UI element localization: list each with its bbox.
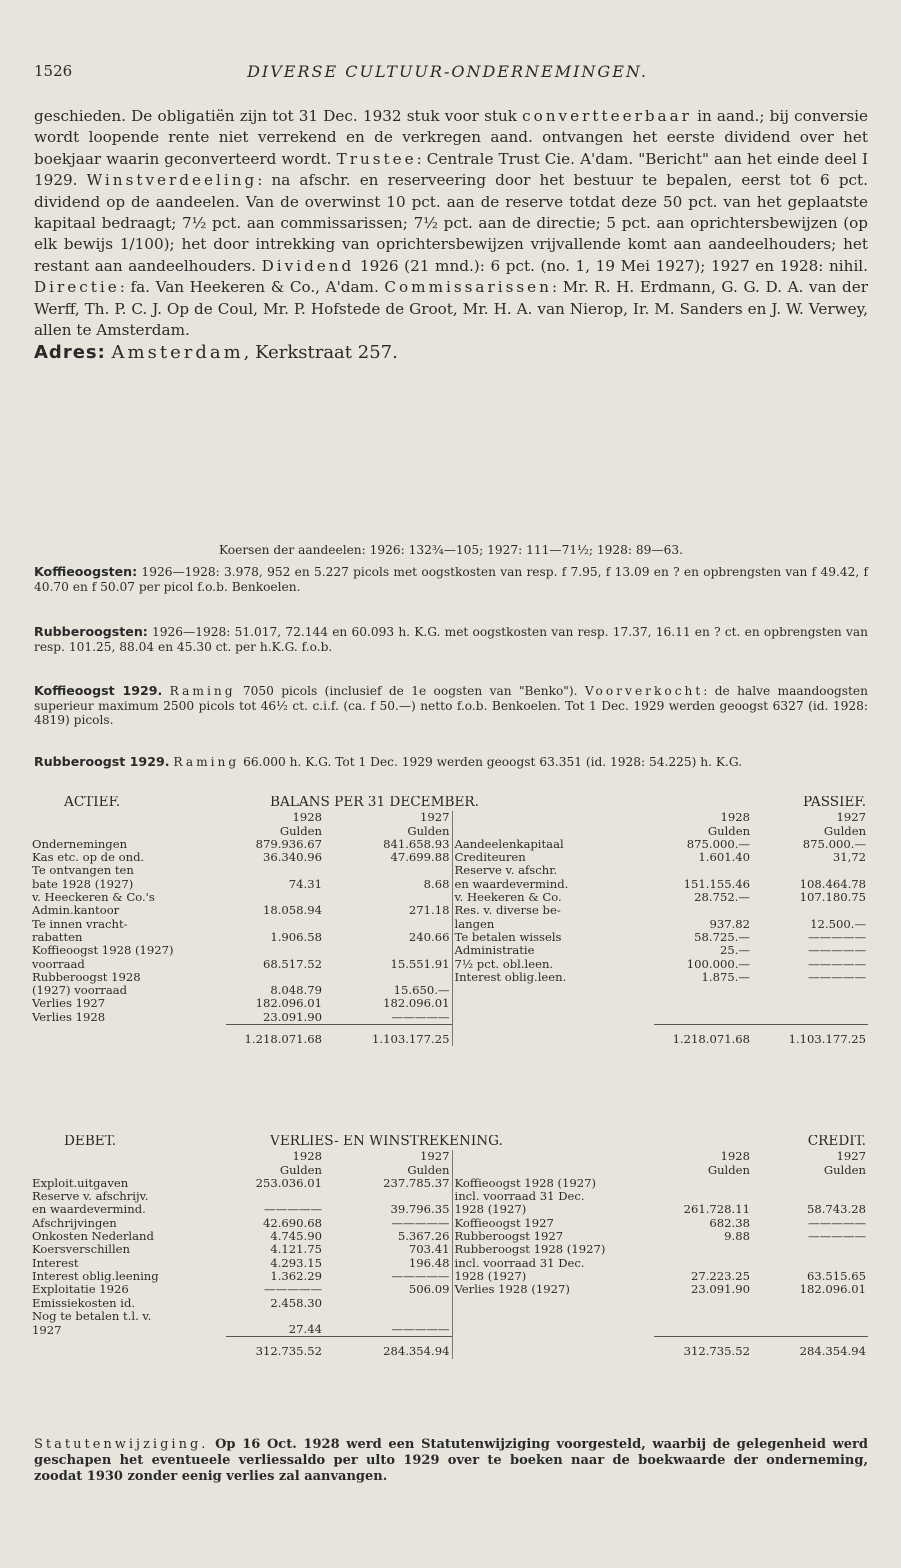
amount-cell: 47.699.88 <box>390 851 450 865</box>
row-label: Exploit.uitgaven <box>32 1176 129 1190</box>
table-row <box>30 904 868 917</box>
table-row <box>30 838 868 851</box>
row-label: bate 1928 (1927) <box>32 877 134 891</box>
row-label: Reserve v. afschrijv. <box>32 1190 149 1204</box>
row-label <box>452 1297 654 1310</box>
amount-cell: 182.096.01 <box>255 997 322 1011</box>
amount-cell: ————— <box>808 1230 866 1244</box>
koffieoogsten-text: 1926—1928: 3.978, 952 en 5.227 picols met oogstkosten van resp. f 7.95, f 13.09 en ? en opbrengsten van f 49.42, f 40.70 en f 50.07 per picol f.o.b. Benkoelen. <box>34 565 868 594</box>
table-row <box>30 1217 868 1230</box>
amount-cell <box>654 1257 752 1270</box>
amount-cell: 8.048.79 <box>270 984 322 998</box>
amount-cell <box>654 997 752 1010</box>
unit-header: Gulden <box>707 824 751 838</box>
amount-cell: 58.743.28 <box>806 1203 866 1217</box>
raming-label: Raming <box>173 755 240 769</box>
row-label: Verlies 1928 (1927) <box>452 1283 654 1296</box>
amount-cell <box>752 1297 868 1310</box>
amount-cell: 196.48 <box>408 1256 450 1270</box>
table-row <box>30 1177 868 1190</box>
amount-cell: 63.515.65 <box>806 1269 866 1283</box>
balans-title: BALANS PER 31 DECEMBER. <box>270 796 479 810</box>
statutenwijziging-text: Op 16 Oct. 1928 werd een Statutenwijziging voorgesteld, waarbij de gelegenheid werd geschapen het eventueele verliessaldo per ulto 1929 over te boeken naar de boekwaarde der onderneming, zoodat 1930 zonder eenig verlies zal aanvangen. <box>34 1437 868 1485</box>
row-label: Nog te betalen t.l. v. <box>32 1309 152 1323</box>
amount-cell: 27.223.25 <box>690 1269 750 1283</box>
table-row <box>30 1011 868 1025</box>
amount-cell: ————— <box>264 1203 322 1217</box>
amount-cell <box>324 1297 452 1310</box>
statutenwijziging-label: Statutenwijziging. <box>34 1437 209 1452</box>
amount-cell: 28.752.— <box>694 891 751 905</box>
row-label: Rubberoogst 1927 <box>452 1230 654 1243</box>
amount-cell: 18.058.94 <box>262 904 322 918</box>
amount-cell: 15.650.— <box>393 984 450 998</box>
amount-cell: 4.293.15 <box>270 1256 322 1270</box>
rubberoogsten-label: Rubberoogsten: <box>34 624 148 639</box>
amount-cell: 27.44 <box>288 1323 322 1337</box>
unit-header: Gulden <box>407 824 450 838</box>
row-label: Interest <box>32 1256 79 1270</box>
amount-cell: 100.000.— <box>686 957 751 971</box>
running-title: DIVERSE CULTUUR-ONDERNEMINGEN. <box>247 62 648 81</box>
row-label: Verlies 1927 <box>32 997 106 1011</box>
amount-cell: 182.096.01 <box>383 997 450 1011</box>
address-line <box>34 341 868 365</box>
table-row <box>30 1310 868 1323</box>
row-label: 7½ pct. obl.leen. <box>452 958 654 971</box>
table-row <box>30 971 868 984</box>
table-row <box>30 1203 868 1216</box>
row-label: Afschrijvingen <box>32 1216 117 1230</box>
row-label: 1928 (1927) <box>452 1270 654 1283</box>
koersen-line: Koersen der aandeelen: 1926: 132¾—105; 1927: 111—71½; 1928: 89—63. <box>219 543 683 557</box>
body-text: : Mr. R. H. Erdmann, G. G. D. A. van der Werff, Th. P. C. J. Op de Coul, Mr. P. Hofstede de Groot, Mr. H. A. van Nierop, Ir. M. Sanders en J. W. Verwey, allen te Amsterdam. <box>34 278 868 340</box>
koffieoogst-1929-text: 7050 picols (inclusief de 1e oogsten van "Benko"). <box>235 684 585 698</box>
amount-cell: 68.517.52 <box>262 957 322 971</box>
amount-cell: 240.66 <box>408 930 450 944</box>
row-label <box>452 984 654 997</box>
page-number: 1526 <box>34 62 73 80</box>
amount-cell: 36.340.96 <box>262 851 322 865</box>
amount-cell <box>226 918 324 931</box>
total-cell: 284.354.94 <box>324 1337 452 1359</box>
amount-cell: 875.000.— <box>802 837 867 851</box>
amount-cell: 4.121.75 <box>270 1243 322 1257</box>
year-header: 1928 <box>720 1150 750 1164</box>
row-label: v. Heeckeren & Co.'s <box>32 891 155 905</box>
amount-cell: 875.000.— <box>686 837 751 851</box>
row-label: en waardevermind. <box>452 878 654 891</box>
koffieoogst-1929-paragraph <box>34 684 868 728</box>
dividend-label: Dividend <box>261 256 355 275</box>
rubberoogst-1929-paragraph <box>34 755 868 770</box>
unit-header: Gulden <box>279 824 322 838</box>
koffieoogst-1929-text-2: : de halve maandoogsten superieur maximum 2500 picols tot 46½ ct. c.i.f. (ca. f 50.—) netto f.o.b. Benkoelen. Tot 1 Dec. 1929 werden geoogst 6327 (id. 1928: 4819) picols. <box>34 684 868 728</box>
amount-cell: 25.— <box>719 944 751 958</box>
commissarissen-label: Commissarissen <box>384 278 552 297</box>
row-label: Verlies 1928 <box>32 1010 106 1025</box>
voorverkocht-label: Voorverkocht <box>584 684 704 698</box>
row-label: Onkosten Nederland <box>32 1230 154 1244</box>
amount-cell: 703.41 <box>408 1243 450 1257</box>
row-label <box>452 997 654 1010</box>
row-label: Te innen vracht- <box>32 917 128 931</box>
adres-city: Amsterdam <box>111 342 244 364</box>
total-cell: 1.218.071.68 <box>654 1025 752 1047</box>
amount-cell: 1.906.58 <box>270 930 322 944</box>
amount-cell: 1.362.29 <box>270 1269 322 1283</box>
table-row <box>30 1270 868 1283</box>
body-text: 1926 (21 mnd.): 6 pct. (no. 1, 19 Mei 1927); 1927 en 1928: nihil. <box>354 256 868 275</box>
koffieoogsten-paragraph <box>34 565 868 594</box>
body-text: : fa. Van Heekeren & Co., A'dam. <box>119 278 385 297</box>
amount-cell: 74.31 <box>288 877 322 891</box>
amount-cell: 841.658.93 <box>383 837 450 851</box>
total-cell: 1.103.177.25 <box>324 1025 452 1047</box>
amount-cell: 12.500.— <box>810 917 867 931</box>
amount-cell: 39.796.35 <box>390 1203 450 1217</box>
table-row <box>30 878 868 891</box>
profit-loss-table <box>30 1135 868 1359</box>
amount-cell: ————— <box>808 944 867 958</box>
amount-cell <box>324 891 452 904</box>
year-header: 1928 <box>292 811 322 825</box>
amount-cell <box>752 1257 868 1270</box>
amount-cell: 237.785.37 <box>383 1176 450 1190</box>
total-cell: 284.354.94 <box>752 1337 868 1359</box>
row-label: voorraad <box>32 957 85 971</box>
amount-cell: ————— <box>391 1323 450 1337</box>
row-label: Admin.kantoor <box>32 904 120 918</box>
amount-cell <box>226 1310 324 1323</box>
amount-cell: 1.601.40 <box>698 851 751 865</box>
amount-cell: ————— <box>808 957 867 971</box>
year-header: 1927 <box>419 811 450 825</box>
amount-cell <box>324 864 452 877</box>
row-label: Te ontvangen ten <box>32 864 134 878</box>
amount-cell <box>654 904 752 917</box>
amount-cell <box>654 1243 752 1256</box>
amount-cell: 15.551.91 <box>390 957 450 971</box>
row-label: Koffieoogst 1928 (1927) <box>32 944 174 958</box>
amount-cell: 8.68 <box>423 877 450 891</box>
year-header: 1928 <box>292 1150 322 1164</box>
body-text: : Centrale Trust Cie. A'dam. "Bericht" aan het einde deel I 1929. <box>34 149 868 190</box>
row-label: Interest oblig.leen. <box>452 971 654 984</box>
amount-cell <box>324 918 452 931</box>
amount-cell <box>654 1011 752 1025</box>
passief-heading: PASSIEF. <box>803 796 867 810</box>
total-cell: 312.735.52 <box>654 1337 752 1359</box>
row-label: incl. voorraad 31 Dec. <box>452 1257 654 1270</box>
debet-heading: DEBET. <box>64 1135 117 1149</box>
amount-cell <box>752 1190 868 1203</box>
row-label <box>452 1323 654 1337</box>
row-label: Emissiekosten id. <box>32 1296 136 1310</box>
row-label: langen <box>452 918 654 931</box>
table-row <box>30 984 868 997</box>
amount-cell <box>654 1310 752 1323</box>
statutenwijziging-paragraph <box>34 1437 868 1486</box>
amount-cell: 937.82 <box>709 917 751 931</box>
amount-cell: 42.690.68 <box>262 1216 322 1230</box>
amount-cell: 31,72 <box>832 851 867 865</box>
table-row <box>30 958 868 971</box>
amount-cell <box>752 984 868 997</box>
row-label: Reserve v. afschr. <box>452 864 654 877</box>
raming-label: Raming <box>169 684 236 698</box>
year-header: 1927 <box>836 1150 866 1164</box>
total-cell: 1.103.177.25 <box>752 1025 868 1047</box>
amount-cell: 506.09 <box>408 1283 450 1297</box>
amount-cell: 261.728.11 <box>683 1203 750 1217</box>
row-label: Rubberoogst 1928 <box>32 970 141 984</box>
amount-cell: 108.464.78 <box>799 877 867 891</box>
row-label <box>452 1011 654 1025</box>
company-description <box>34 106 868 365</box>
page-header <box>34 62 861 84</box>
amount-cell: 23.091.90 <box>262 1010 322 1024</box>
rubberoogst-1929-text: 66.000 h. K.G. Tot 1 Dec. 1929 werden geoogst 63.351 (id. 1928: 54.225) h. K.G. <box>239 755 743 769</box>
vw-title: VERLIES- EN WINSTREKENING. <box>270 1135 503 1149</box>
amount-cell <box>752 904 868 917</box>
winstverdeeling-label: Winstverdeeling <box>86 171 258 190</box>
amount-cell <box>226 944 324 957</box>
amount-cell: ————— <box>808 970 867 984</box>
amount-cell <box>752 1243 868 1256</box>
table-row <box>30 864 868 877</box>
amount-cell <box>226 864 324 877</box>
amount-cell: ————— <box>391 1269 450 1283</box>
row-label: Koffieoogst 1928 (1927) <box>452 1177 654 1190</box>
row-label: Kas etc. op de ond. <box>32 851 145 865</box>
adres-label: Adres: <box>34 342 106 364</box>
unit-header: Gulden <box>823 824 867 838</box>
spaced-term: convertteerbaar <box>522 107 692 125</box>
row-label: v. Heekeren & Co. <box>452 891 654 904</box>
amount-cell <box>654 1190 752 1203</box>
body-text: in aand.; bij conversie wordt loopende rente niet verrekend en de verkregen aand. ontvangen het eerste dividend over het boekjaar waarin geconverteerd wordt. <box>34 107 868 168</box>
amount-cell: ————— <box>808 930 867 944</box>
amount-cell <box>324 1190 452 1203</box>
row-label: Res. v. diverse be- <box>452 904 654 917</box>
amount-cell: 5.367.26 <box>397 1230 450 1244</box>
amount-cell: 1.875.— <box>701 970 751 984</box>
trustee-label: Trustee <box>336 149 417 168</box>
year-header: 1927 <box>836 811 867 825</box>
directie-label: Directie <box>34 278 120 297</box>
amount-cell: 23.091.90 <box>690 1283 750 1297</box>
amount-cell <box>752 1011 868 1025</box>
row-label: Ondernemingen <box>32 837 128 851</box>
row-label: Interest oblig.leening <box>32 1269 159 1283</box>
amount-cell: 107.180.75 <box>799 891 867 905</box>
amount-cell <box>752 1310 868 1323</box>
table-row <box>30 1283 868 1296</box>
amount-cell <box>324 944 452 957</box>
row-label: Te betalen wissels <box>452 931 654 944</box>
amount-cell <box>752 1323 868 1337</box>
amount-cell: 9.88 <box>724 1230 750 1244</box>
amount-cell: 271.18 <box>408 904 450 918</box>
koffieoogst-1929-label: Koffieoogst 1929. <box>34 683 163 698</box>
unit-header: Gulden <box>823 1163 866 1177</box>
amount-cell: 4.745.90 <box>270 1230 322 1244</box>
row-label: 1927 <box>32 1323 62 1337</box>
koffieoogsten-label: Koffieoogsten: <box>34 564 138 579</box>
rubberoogsten-text: 1926—1928: 51.017, 72.144 en 60.093 h. K.G. met oogstkosten van resp. 17.37, 16.11 en ? ct. en opbrengsten van resp. 101.25, 88.04 en 45.30 ct. per h.K.G. f.o.b. <box>34 625 868 654</box>
amount-cell <box>654 984 752 997</box>
amount-cell <box>324 971 452 984</box>
amount-cell <box>752 1177 868 1190</box>
row-label: Koffieoogst 1927 <box>452 1217 654 1230</box>
amount-cell <box>226 971 324 984</box>
amount-cell <box>654 1297 752 1310</box>
amount-cell <box>654 1323 752 1337</box>
unit-header: Gulden <box>707 1163 750 1177</box>
rubberoogsten-paragraph <box>34 625 868 654</box>
row-label: Rubberoogst 1928 (1927) <box>452 1243 654 1256</box>
row-label <box>452 1310 654 1323</box>
table-row <box>30 944 868 957</box>
table-row <box>30 931 868 944</box>
amount-cell <box>654 1177 752 1190</box>
body-text: : na afschr. en reserveering door het bestuur te bepalen, eerst tot 6 pct. dividend op de aandeelen. Van de overwinst 10 pct. aan de reserve totdat deze 50 pct. van het geplaatste kapitaal bedraagt; 7½ pct. aan commissarissen; 7½ pct. aan de directie; 5 pct. aan oprichtersbewijzen (op elk bewijs 1/100); het door intrekking van oprichtersbewijzen vrijvallende komt aan aandeelhouders; het restant aan aandeelhouders. <box>34 171 868 275</box>
adres-street: , Kerkstraat 257. <box>243 342 398 364</box>
unit-header: Gulden <box>407 1163 450 1177</box>
row-label: Administratie <box>452 944 654 957</box>
table-row <box>30 918 868 931</box>
table-row <box>30 1230 868 1243</box>
row-label: 1928 (1927) <box>452 1203 654 1216</box>
amount-cell: 253.036.01 <box>255 1176 322 1190</box>
table-row <box>30 1243 868 1256</box>
unit-header: Gulden <box>279 1163 322 1177</box>
table-row <box>30 997 868 1010</box>
rubberoogst-1929-label: Rubberoogst 1929. <box>34 754 170 769</box>
balance-sheet-table <box>30 796 868 1046</box>
credit-heading: CREDIT. <box>807 1135 866 1149</box>
row-label: Exploitatie 1926 <box>32 1283 129 1297</box>
amount-cell: 182.096.01 <box>799 1283 866 1297</box>
body-paragraph <box>34 106 868 341</box>
table-row <box>30 1257 868 1270</box>
amount-cell <box>654 864 752 877</box>
row-label: Koersverschillen <box>32 1243 130 1257</box>
table-row <box>30 1190 868 1203</box>
amount-cell: 58.725.— <box>694 930 751 944</box>
amount-cell <box>752 864 868 877</box>
row-label: incl. voorraad 31 Dec. <box>452 1190 654 1203</box>
total-cell: 1.218.071.68 <box>226 1025 324 1047</box>
amount-cell: 879.936.67 <box>255 837 322 851</box>
table-row <box>30 1297 868 1310</box>
row-label: Crediteuren <box>452 851 654 864</box>
amount-cell <box>226 891 324 904</box>
table-row <box>30 851 868 864</box>
year-header: 1928 <box>720 811 751 825</box>
row-label: Aandeelenkapitaal <box>452 838 654 851</box>
amount-cell: 2.458.30 <box>270 1296 322 1310</box>
table-row <box>30 1323 868 1337</box>
amount-cell: ————— <box>391 1216 450 1230</box>
amount-cell: ————— <box>391 1010 450 1024</box>
amount-cell <box>226 1190 324 1203</box>
amount-cell: ————— <box>264 1283 322 1297</box>
amount-cell: 151.155.46 <box>683 877 751 891</box>
table-row <box>30 891 868 904</box>
body-text: geschieden. De obligatiën zijn tot 31 Dec. 1932 stuk voor stuk <box>34 107 523 125</box>
amount-cell: ————— <box>808 1216 866 1230</box>
amount-cell: 682.38 <box>709 1216 750 1230</box>
year-header: 1927 <box>419 1150 450 1164</box>
row-label: rabatten <box>32 930 83 944</box>
amount-cell <box>752 997 868 1010</box>
total-cell: 312.735.52 <box>226 1337 324 1359</box>
actief-heading: ACTIEF. <box>64 796 121 810</box>
row-label: en waardevermind. <box>32 1203 146 1217</box>
row-label: (1927) voorraad <box>32 984 128 998</box>
amount-cell <box>324 1310 452 1323</box>
